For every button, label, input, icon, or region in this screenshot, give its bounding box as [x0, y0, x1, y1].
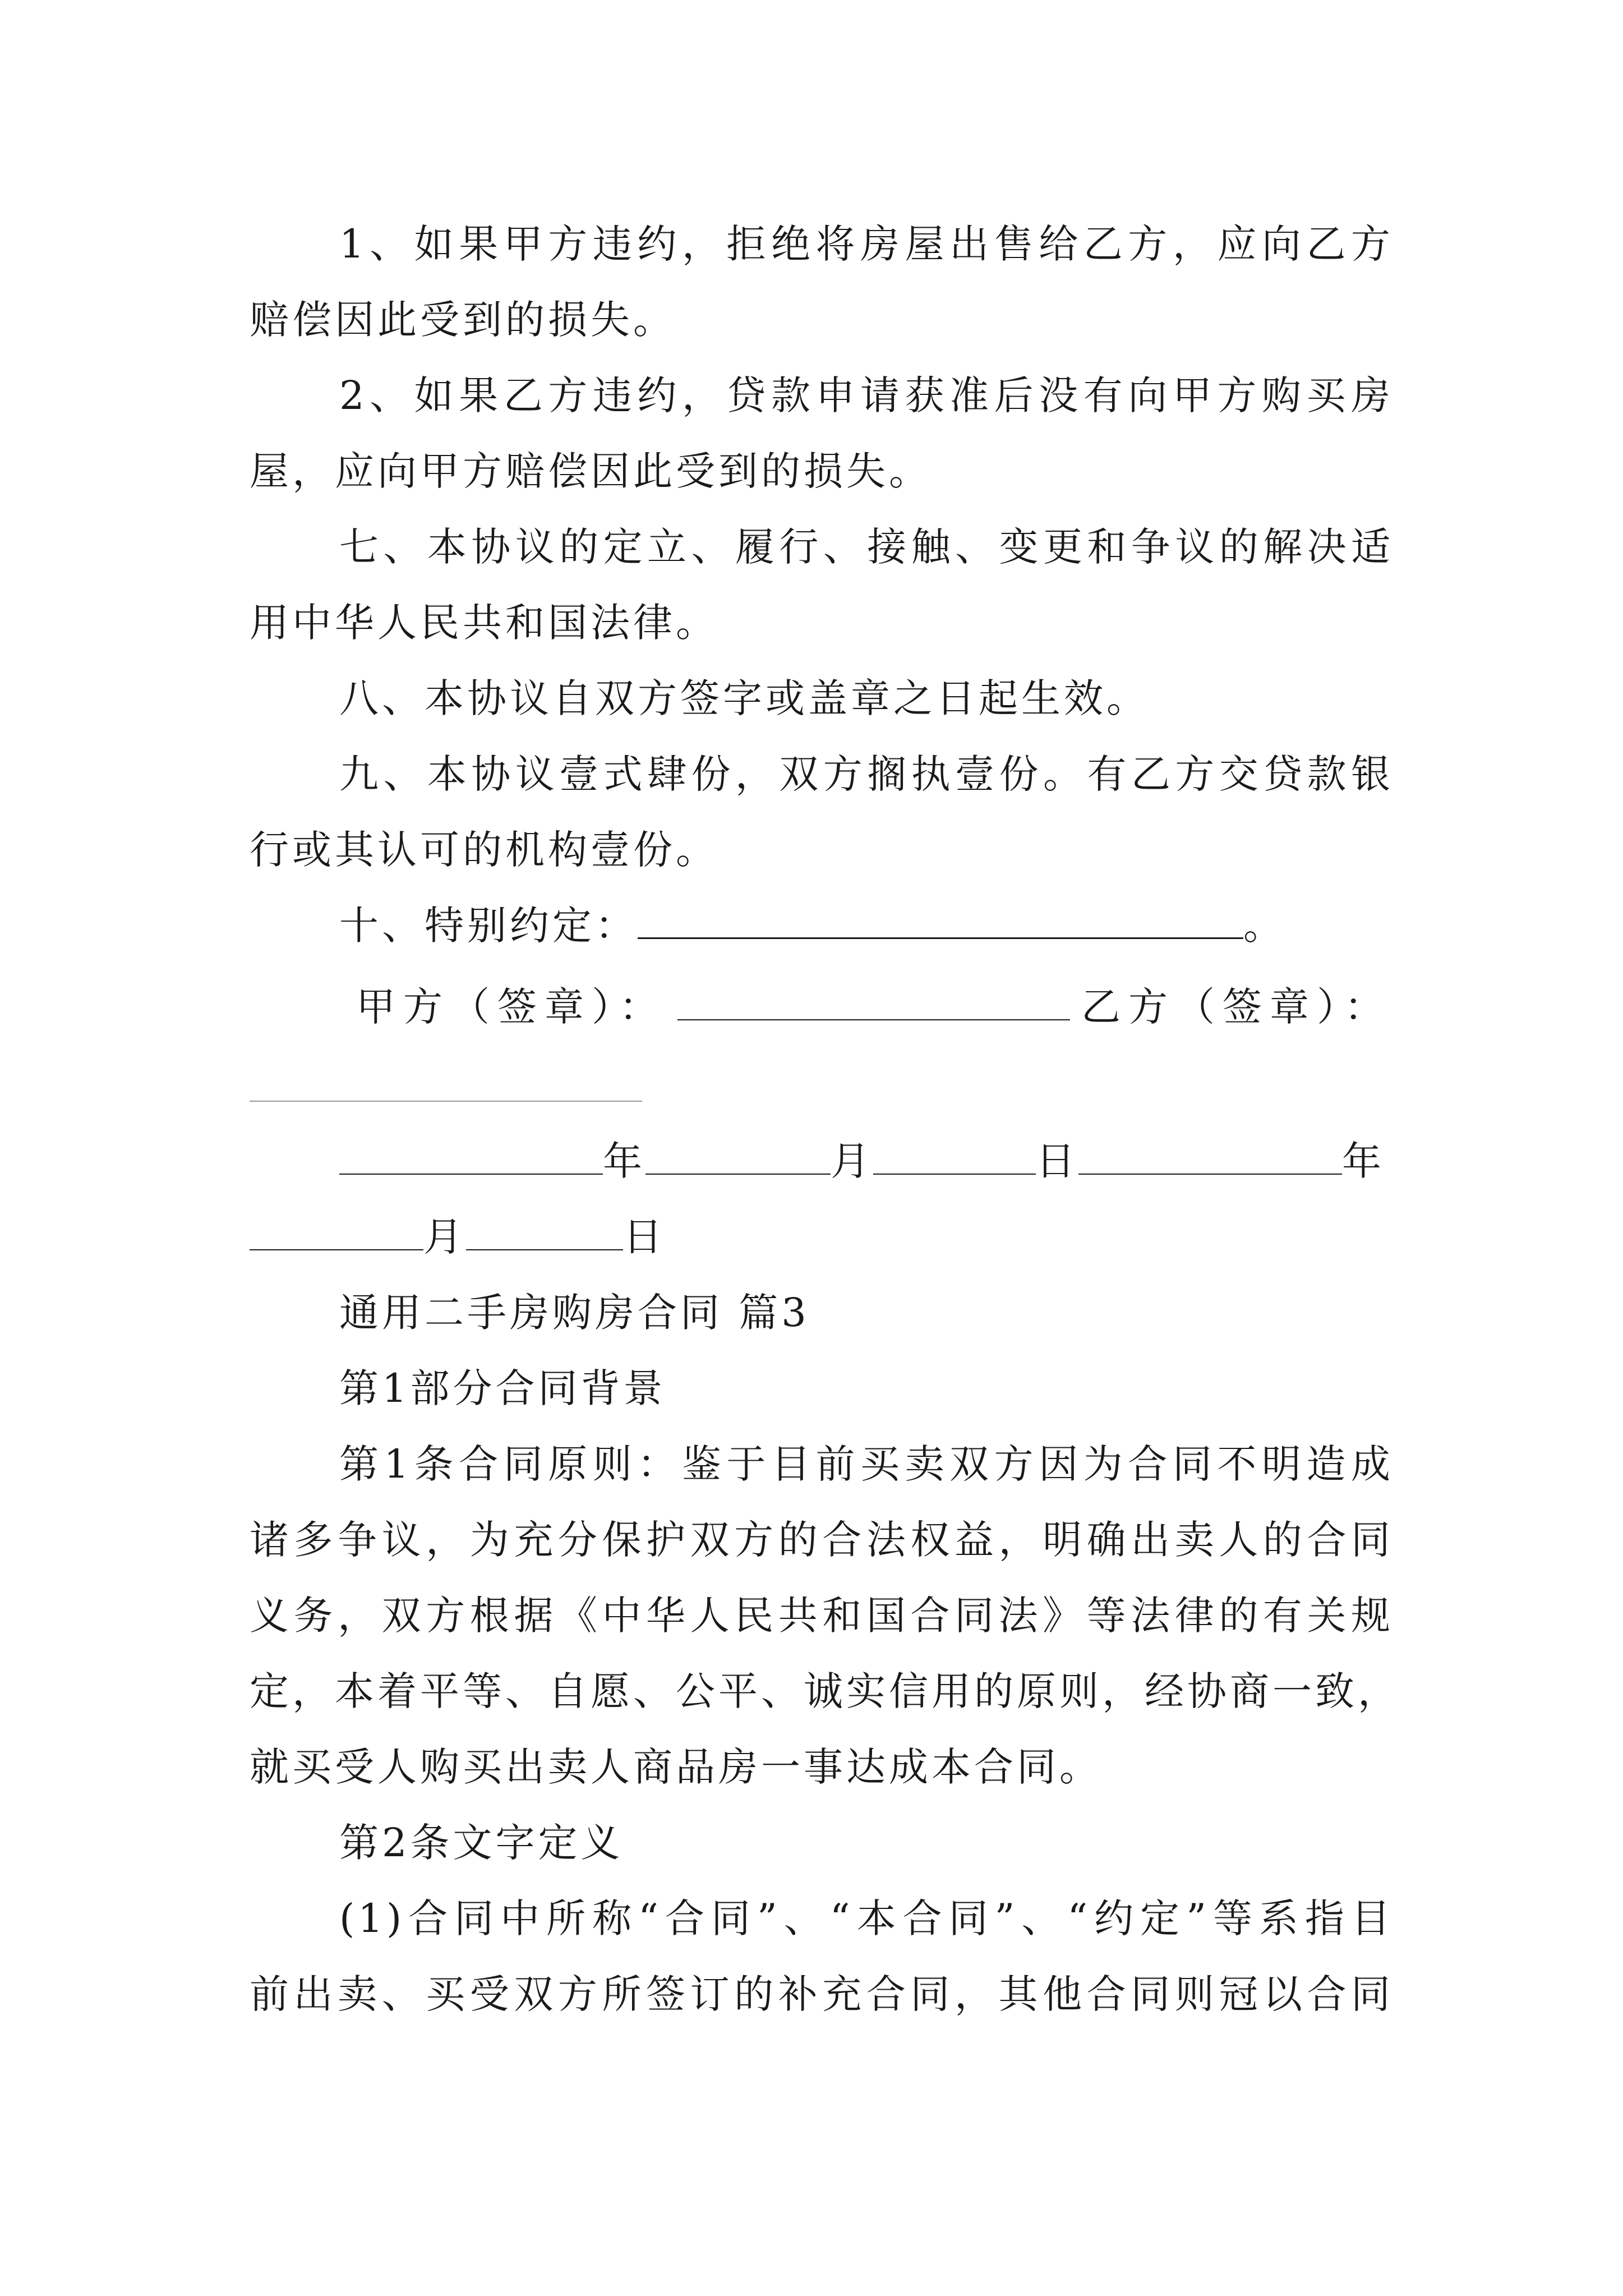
party-b-signature-label: 乙方（签章）： — [1081, 984, 1391, 1030]
article-2-line-1: (1)合同中所称“合同”、“本合同”、“约定”等系指目 — [339, 1895, 1394, 1941]
party-a-day-blank — [873, 1137, 1036, 1175]
clause-7-line-2: 用中华人民共和国法律。 — [250, 600, 718, 646]
date-line-2 — [250, 1209, 1394, 1265]
party-b-signature-blank — [250, 1101, 642, 1102]
party-b-month-label: 月 — [423, 1214, 466, 1260]
party-b-day-blank — [466, 1212, 623, 1250]
clause-9-line-2: 行或其认可的机构壹份。 — [250, 827, 718, 873]
date-line-1 — [339, 1133, 1394, 1189]
special-agreement-blank — [638, 900, 1243, 939]
paragraph-1-line-1: 1、如果甲方违约，拒绝将房屋出售给乙方，应向乙方 — [339, 221, 1394, 267]
party-a-year-blank — [339, 1137, 603, 1175]
article-1-line-3: 义务，双方根据《中华人民共和国合同法》等法律的有关规 — [250, 1593, 1394, 1639]
paragraph-2-line-2: 屋，应向甲方赔偿因此受到的损失。 — [250, 448, 932, 494]
article-1-line-4: 定，本着平等、自愿、公平、诚实信用的原则，经协商一致， — [250, 1668, 1400, 1714]
article-1-line-1: 第1条合同原则：鉴于目前买卖双方因为合同不明造成 — [339, 1441, 1394, 1487]
special-agreement-label: 十、特别约定： — [339, 903, 638, 949]
clause-7-line-1: 七、本协议的定立、履行、接触、变更和争议的解决适 — [339, 524, 1394, 570]
party-a-month-blank — [645, 1137, 831, 1175]
party-b-year-blank — [1078, 1137, 1342, 1175]
part-1-title: 第1部分合同背景 — [339, 1365, 666, 1411]
party-a-signature-blank — [677, 982, 1070, 1020]
special-agreement-line — [339, 898, 1394, 954]
clause-8-line-1: 八、本协议自双方签字或盖章之日起生效。 — [339, 675, 1149, 721]
party-b-month-blank — [250, 1212, 423, 1250]
party-a-year-label: 年 — [603, 1138, 645, 1184]
signature-line — [356, 979, 1394, 1035]
article-1-line-2: 诸多争议，为充分保护双方的合法权益，明确出卖人的合同 — [250, 1517, 1394, 1563]
party-b-day-label: 日 — [623, 1214, 666, 1260]
article-2-title: 第2条文字定义 — [339, 1820, 624, 1866]
party-b-year-label: 年 — [1342, 1138, 1385, 1184]
party-a-signature-label: 甲方（签章）： — [356, 984, 666, 1030]
paragraph-2-line-1: 2、如果乙方违约，贷款申请获准后没有向甲方购买房 — [339, 372, 1394, 418]
party-a-day-label: 日 — [1036, 1138, 1078, 1184]
party-a-month-label: 月 — [831, 1138, 873, 1184]
article-2-line-2: 前出卖、买受双方所签订的补充合同，其他合同则冠以合同 — [250, 1971, 1394, 2017]
article-1-line-5: 就买受人购买出卖人商品房一事达成本合同。 — [250, 1744, 1102, 1790]
special-agreement-end: 。 — [1243, 903, 1286, 949]
paragraph-1-line-2: 赔偿因此受到的损失。 — [250, 297, 676, 343]
section-title: 通用二手房购房合同 篇3 — [339, 1290, 810, 1336]
clause-9-line-1: 九、本协议壹式肆份，双方搁执壹份。有乙方交贷款银 — [339, 751, 1394, 797]
